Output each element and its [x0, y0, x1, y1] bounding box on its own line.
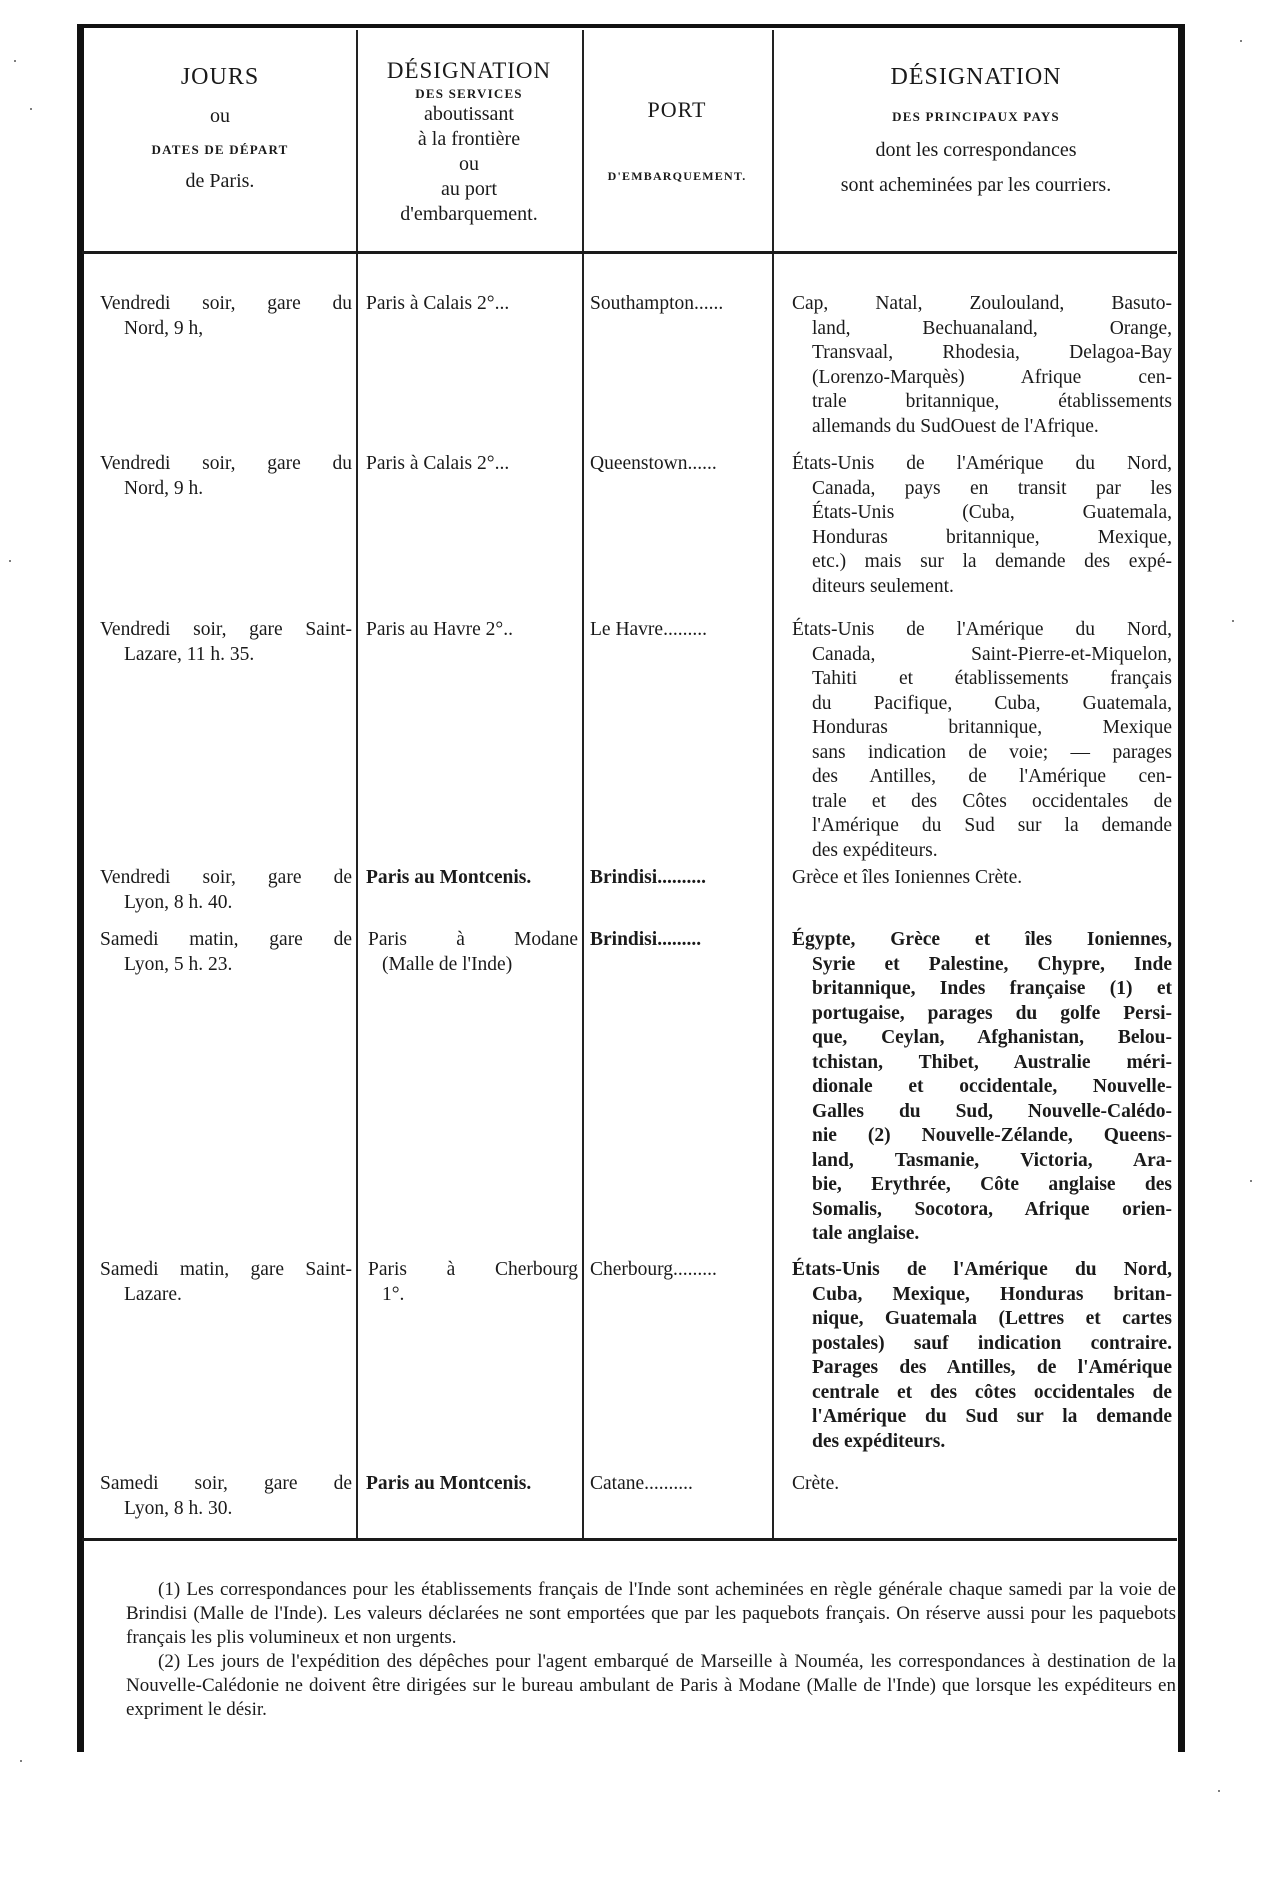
pays-cell: land, Bechuanaland, Orange, — [812, 317, 1172, 339]
port-cell: Le Havre......... — [590, 619, 707, 640]
pays-cell: (Lorenzo-Marquès) Afrique cen- — [812, 366, 1172, 388]
footnote-1: (1) Les correspondances pour les établissements français de l'Inde sont acheminées en règle générale chaque samedi par la voie de Brindisi (Malle de l'Inde). Les valeurs déclarées ne sont emportées que par les paquebots français. On réserve aussi pour les paquebots français les plis volumineux et non urgents. — [126, 1579, 1176, 1648]
depart-cell: Nord, 9 h, — [124, 317, 204, 339]
pays-cell: trale britannique, établissements — [812, 391, 1172, 412]
pays-cell: que, Ceylan, Afghanistan, Belou- — [812, 1027, 1172, 1048]
pays-cell: britannique, Indes française (1) et — [812, 978, 1172, 999]
scan-speck — [20, 1760, 22, 1762]
service-cell: Paris à Calais 2°... — [366, 453, 510, 474]
pays-cell: trale et des Côtes occidentales de — [812, 790, 1172, 812]
port-cell: Cherbourg......... — [590, 1259, 717, 1280]
pays-cell: Grèce et îles Ioniennes Crète. — [792, 867, 1023, 888]
pays-cell: des expéditeurs. — [812, 1430, 946, 1452]
pays-cell: des expéditeurs. — [812, 839, 938, 861]
pays-cell: des Antilles, de l'Amérique cen- — [812, 766, 1172, 787]
pays-cell: bie, Erythrée, Côte anglaise des — [812, 1174, 1172, 1195]
pays-cell: land, Tasmanie, Victoria, Ara- — [812, 1149, 1172, 1171]
pays-cell: Parages des Antilles, de l'Amérique — [812, 1357, 1172, 1378]
header-pays-l2: sont acheminées par les courriers. — [840, 174, 1112, 196]
pays-cell: États-Unis de l'Amérique du Nord, — [792, 1259, 1172, 1280]
pays-cell: Galles du Sud, Nouvelle-Calédo- — [812, 1100, 1172, 1122]
pays-cell: Somalis, Socotora, Afrique orien- — [812, 1198, 1172, 1220]
header-jours-sub: DATES DE DÉPART — [151, 142, 289, 157]
service-cell: Paris au Montcenis. — [366, 867, 532, 888]
header-pays-title: DÉSIGNATION — [890, 64, 1062, 90]
service-cell: Paris à Modane — [368, 929, 578, 950]
port-cell: Catane.......... — [590, 1473, 693, 1494]
header-pays — [774, 62, 1178, 198]
header-jours-ou: ou — [210, 105, 230, 127]
service-cell: (Malle de l'Inde) — [382, 953, 513, 975]
depart-cell: Lazare, 11 h. 35. — [124, 643, 255, 665]
scan-speck — [1232, 620, 1234, 622]
column-divider-3 — [772, 30, 774, 1538]
header-services-l3: ou — [459, 153, 479, 175]
pays-cell: l'Amérique du Sud sur la demande — [812, 1406, 1172, 1427]
scan-speck — [9, 560, 11, 562]
header-services-l1: aboutissant — [424, 103, 514, 125]
header-port-title: PORT — [647, 97, 707, 122]
column-divider-2 — [582, 30, 584, 1538]
header-jours — [86, 62, 354, 194]
depart-cell: Vendredi soir, gare Saint- — [100, 619, 352, 640]
depart-cell: Vendredi soir, gare de — [100, 867, 352, 888]
depart-cell: Samedi soir, gare de — [100, 1473, 352, 1494]
header-services — [358, 56, 580, 227]
depart-cell: Lyon, 5 h. 23. — [124, 953, 233, 975]
footnote-2: (2) Les jours de l'expédition des dépêches pour l'agent embarqué de Marseille à Nouméa, les correspondances à destination de la Nouvelle-Calédonie ne doivent être dirigées sur le bureau ambulant de Paris à Modane (Malle de l'Inde) que lorsque les expéditeurs en expriment le désir. — [126, 1651, 1176, 1720]
depart-cell: Lazare. — [124, 1283, 182, 1305]
pays-cell: Égypte, Grèce et îles Ioniennes, — [792, 929, 1172, 950]
service-cell: Paris au Montcenis. — [366, 1473, 532, 1494]
header-pays-sub: DES PRINCIPAUX PAYS — [892, 109, 1060, 124]
pays-cell: Cuba, Mexique, Honduras britan- — [812, 1283, 1172, 1305]
footnotes — [126, 1578, 1176, 1722]
header-port — [584, 95, 770, 187]
pays-cell: centrale et des côtes occidentales de — [812, 1381, 1172, 1403]
pays-cell: États-Unis (Cuba, Guatemala, — [812, 502, 1172, 523]
pays-cell: postales) sauf indication contraire. — [812, 1332, 1172, 1354]
scan-speck — [1250, 1180, 1252, 1182]
pays-cell: portugaise, parages du golfe Persi- — [812, 1002, 1172, 1024]
pays-cell: Tahiti et établissements français — [812, 668, 1172, 689]
column-divider-1 — [356, 30, 358, 1538]
pays-cell: Honduras britannique, Mexique, — [812, 526, 1172, 548]
header-services-title: DÉSIGNATION — [386, 58, 552, 83]
service-cell: Paris à Cherbourg — [368, 1259, 578, 1280]
pays-cell: Canada, pays en transit par les — [812, 477, 1172, 499]
header-services-l4: au port — [440, 178, 498, 200]
pays-cell: l'Amérique du Sud sur la demande — [812, 815, 1172, 836]
pays-cell: nique, Guatemala (Lettres et cartes — [812, 1308, 1172, 1329]
pays-cell: du Pacifique, Cuba, Guatemala, — [812, 692, 1172, 714]
pays-cell: Transvaal, Rhodesia, Delagoa-Bay — [812, 342, 1172, 363]
service-cell: Paris à Calais 2°... — [366, 293, 510, 314]
header-rule — [82, 251, 1177, 254]
pays-cell: Canada, Saint-Pierre-et-Miquelon, — [812, 643, 1172, 665]
header-jours-line: de Paris. — [185, 170, 255, 192]
pays-cell: États-Unis de l'Amérique du Nord, — [792, 453, 1172, 474]
service-cell: 1°. — [382, 1283, 405, 1305]
pays-cell: diteurs seulement. — [812, 575, 954, 597]
header-jours-title: JOURS — [180, 64, 260, 90]
pays-cell: Crète. — [792, 1473, 840, 1494]
header-services-l2: à la frontière — [417, 128, 521, 150]
pays-cell: nie (2) Nouvelle-Zélande, Queens- — [812, 1125, 1172, 1146]
pays-cell: Cap, Natal, Zoulouland, Basuto- — [792, 293, 1172, 314]
port-cell: Brindisi.......... — [590, 867, 706, 888]
header-services-l5: d'embarquement. — [400, 203, 538, 225]
pays-cell: Honduras britannique, Mexique — [812, 717, 1172, 738]
port-cell: Southampton...... — [590, 293, 724, 314]
header-pays-l1: dont les correspondances — [875, 139, 1077, 161]
depart-cell: Lyon, 8 h. 40. — [124, 891, 233, 913]
pays-cell: sans indication de voie; — parages — [812, 741, 1172, 763]
scan-speck — [1240, 40, 1242, 42]
pays-cell: dionale et occidentale, Nouvelle- — [812, 1076, 1172, 1097]
service-cell: Paris au Havre 2°.. — [366, 619, 513, 640]
depart-cell: Nord, 9 h. — [124, 477, 204, 499]
scan-speck — [1218, 1790, 1220, 1792]
port-cell: Brindisi......... — [590, 929, 702, 950]
scan-speck — [14, 60, 16, 62]
scan-speck — [30, 108, 32, 110]
depart-cell: Samedi matin, gare Saint- — [100, 1259, 352, 1280]
pays-cell: tale anglaise. — [812, 1223, 920, 1244]
pays-cell: allemands du SudOuest de l'Afrique. — [812, 415, 1099, 437]
depart-cell: Vendredi soir, gare du — [100, 293, 352, 314]
pays-cell: etc.) mais sur la demande des expé- — [812, 551, 1172, 572]
depart-cell: Vendredi soir, gare du — [100, 453, 352, 474]
header-services-sub: DES SERVICES — [415, 86, 523, 101]
pays-cell: États-Unis de l'Amérique du Nord, — [792, 619, 1172, 640]
depart-cell: Samedi matin, gare de — [100, 929, 352, 950]
port-cell: Queenstown...... — [590, 453, 717, 474]
pays-cell: Syrie et Palestine, Chypre, Inde — [812, 953, 1172, 975]
notes-rule — [82, 1538, 1177, 1541]
pays-cell: tchistan, Thibet, Australie méri- — [812, 1051, 1172, 1073]
depart-cell: Lyon, 8 h. 30. — [124, 1497, 233, 1519]
header-port-sub: D'EMBARQUEMENT. — [607, 169, 747, 183]
